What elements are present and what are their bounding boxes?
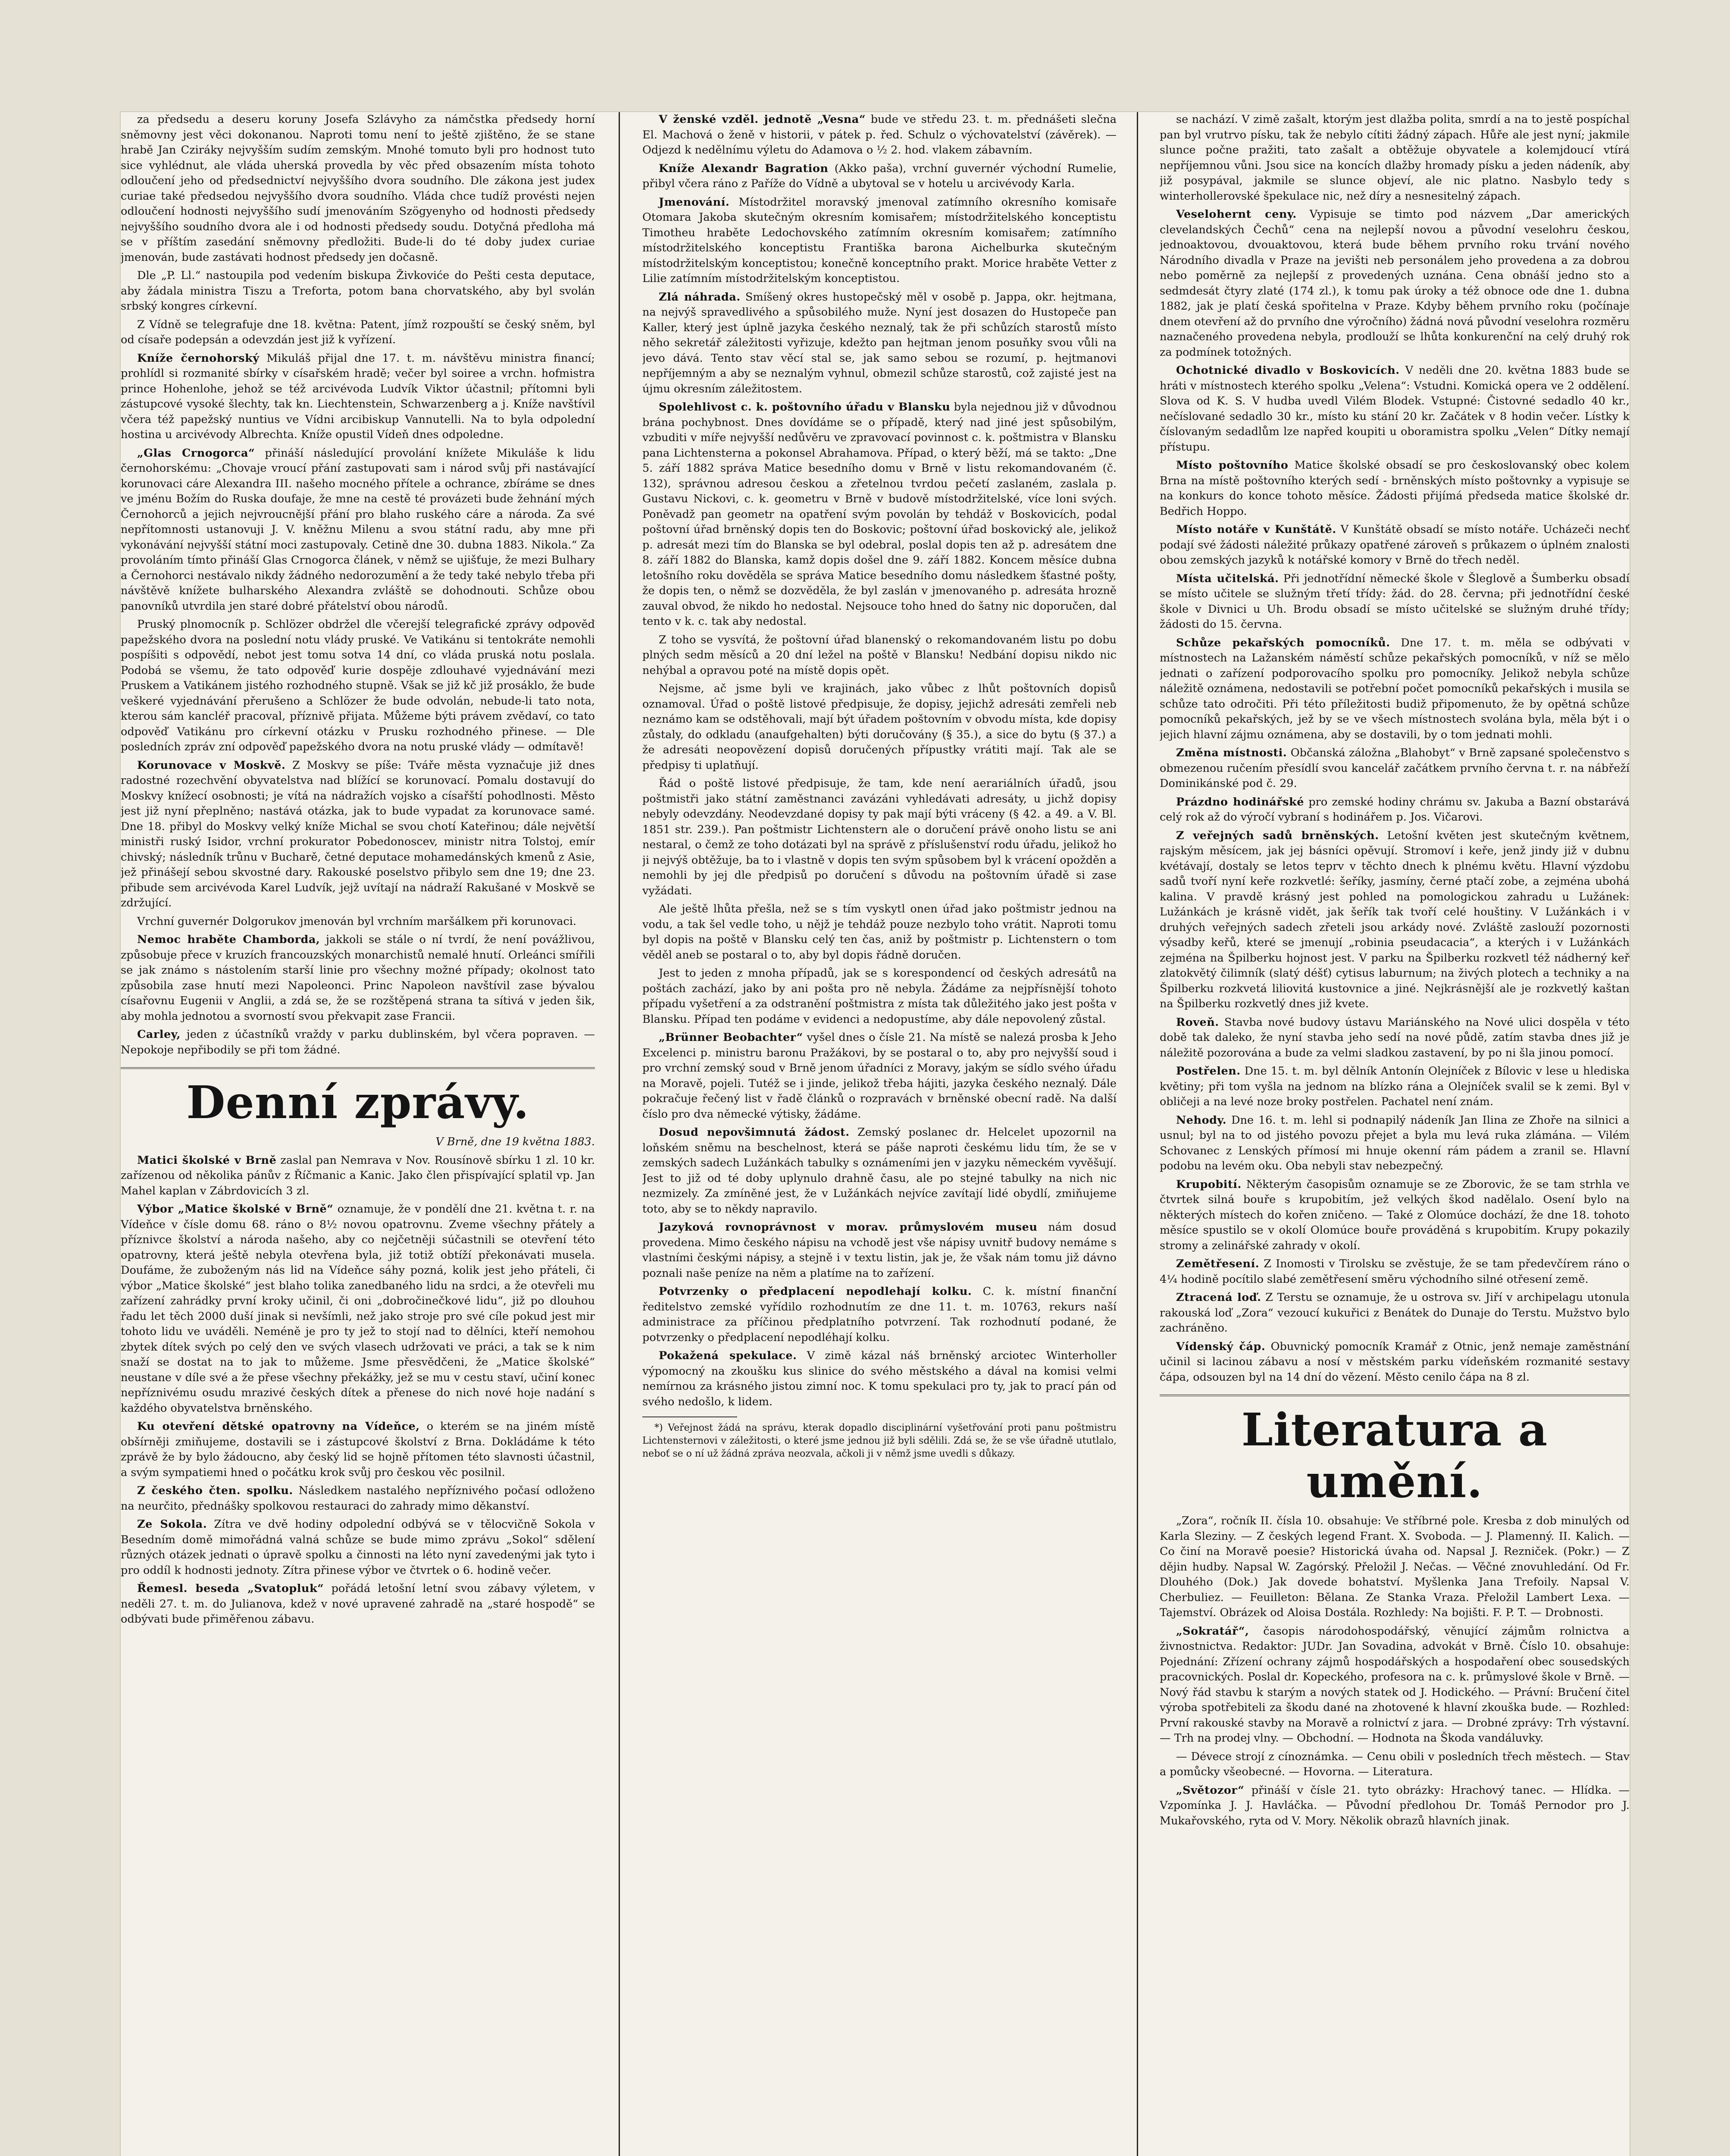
article-text: Ale ještě lhůta přešla, než se s tím vyskytl onen úřad jako poštmistr jednou na vodu, a tak šel vedle toho, u nějž je tehdáž pouze nezbylo toho vrátit. Naproti tomu byl dopis na poště v Blansku celý ten čas, aniž by poštmistr p. Lichtenstern o tom věděl aneb se postaral o to, aby byl dopis řádně doručen. [642, 903, 1117, 962]
article-paragraph [642, 776, 1117, 899]
article-heading: Jazyková rovnoprávnost v morav. průmyslovém museu [659, 1221, 1038, 1234]
article-paragraph [642, 1220, 1117, 1281]
article-heading: Veselohernt ceny. [1176, 208, 1297, 221]
article-paragraph [121, 1202, 595, 1416]
article-heading: „Sokratář“, [1176, 1624, 1249, 1638]
article-heading: Řemesl. beseda „Svatopluk“ [137, 1582, 324, 1595]
article-heading: Matici školské v Brně [137, 1153, 277, 1167]
article-heading: Krupobití. [1176, 1178, 1242, 1191]
article-text: Vrchní guvernér Dolgorukov jmenován byl vrchním maršálkem při korunovaci. [137, 915, 577, 928]
article-paragraph [1160, 1113, 1630, 1174]
article-heading: Kníže Alexandr Bagration [659, 162, 829, 175]
article-text: vyšel dnes o čísle 21. Na místě se nalezá prosba k Jeho Excelenci p. ministru baronu Pražákovi, by se postaral o to, aby pro nejvyšší soud i pro vrchní zemský soud v Brně jenom úřadníci z Moravy, jakým se sídlo svého úřadu na Moravě, pojeli. Tutéž se i jinde, jelikož třeba hájiti, jazyka českého neznalý. Dále pokračuje řečený list v řadě článků o rozpravách v brněnské obecní radě. Na další číslo pro dva německé výtisky, žádáme. [642, 1031, 1117, 1121]
article-paragraph [121, 1153, 595, 1199]
article-text: o kterém se na jiném místě obšírněji zmiňujeme, dostavili se i zástupcové školství z Brna. Dokládáme k této zprávě že by bylo žádoucno, aby český lid se hojně přítomen této slavnosti účastnil, a svým sympatiemi hned o počátku krok svůj pro českou věc posilnil. [121, 1420, 595, 1479]
article-paragraph [121, 932, 595, 1024]
column-1 [121, 112, 595, 2156]
column-3-articles [1160, 112, 1630, 1385]
article-heading: Kníže černohorský [137, 351, 260, 365]
article-heading: Dosud nepovšimnutá žádost. [659, 1126, 850, 1139]
article-paragraph [1160, 636, 1630, 743]
article-text: Matice školské obsadí se pro českoslovanský obec kolem Brna na místě poštovního kterých sedí - brněnských místo poštovnky a vypisuje se na konkurs do konce tohoto měsíce. Žádosti přijímá předseda matice školské dr. Bedřich Hoppo. [1160, 459, 1630, 518]
article-paragraph [1160, 1339, 1630, 1385]
article-heading: Jmenování. [659, 195, 730, 209]
article-paragraph [1160, 363, 1630, 455]
article-heading: „Brünner Beobachter“ [659, 1031, 803, 1044]
article-text: Smíšený okres hustopečský měl v osobě p. Jappa, okr. hejtmana, na nejvýš spravedlivého a spůsobilého muže. Nyní jest dosazen do Hustopeče pan Kaller, který jest úplně jazyka českého neznalý, tak že při schůzích starostů místo něho sekretář záležitosti vyřizuje, kdežto pan hejtman jenom posuňky svou vůli na jevo dává. Tento stav věcí stal se, jak samo sebou se rozumí, p. hejtmanovi nepříjemným a aby se neznalým vyhnul, obmezil schůze starostů, což zajisté jest na újmu okresním záležitostem. [642, 290, 1117, 395]
article-text: Dne 17. t. m. měla se odbývati v místnostech na Lažanském náměstí schůze pekařských pomocníků, v níž se mělo jednati o zařízení podporovacího spolku pro pomocníky. Jelikož nebyla schůze náležitě oznámena, nedostavili se potřební počet pomocníků pekařských i musila se schůze tato odročiti. Při této příležitosti budiž připomenuto, že by opětná schůze pomocníků pekařských, jež by se ve všech místnostech svolána byla, měla být i o jejich hlavní zájmu oznámena, aby se dostavili, by o tom jednati mohli. [1160, 636, 1630, 741]
article-paragraph [121, 351, 595, 443]
article-text: za předsedu a deseru koruny Josefa Szlávyho za námčstka předsedy horní sněmovny jest věci dokonanou. Naproti tomu není to ještě zjištěno, že se stane hrabě Jan Cziráky nejvyšším sudím zemským. Mnohé tomuto byli pro hodnost tuto sice vyhlédnut, ale vláda uherská provedla by věc před obsazením místa tohoto odloučení jeho od předsednictví nejvyššího dvora soudního. Dle zákona jest judex curiae také předsedou nejvyššího dvora soudního. Vláda chce tudíž provésti nejen odloučení hodnosti nejvyššího sudí jmenováním Szögyenyho od hodnosti předsedy nejvyššího soudního dvora ale i od hodnosti předsedy soudu. Dotyčná předloha má se v příštím zasedání sněmovny předložiti. Bude-li do té doby judex curiae jmenován, bude zastávati hodnost předsedy jen dočasně. [121, 113, 595, 264]
article-heading: Schůze pekařských pomocníků. [1176, 636, 1390, 649]
article-paragraph [642, 1348, 1117, 1410]
article-heading: Carley, [137, 1028, 181, 1041]
column-divider [619, 112, 620, 2156]
article-paragraph [1160, 1015, 1630, 1061]
column-2 [642, 112, 1117, 2156]
article-paragraph [121, 914, 595, 930]
article-text: Z Terstu se oznamuje, že u ostrova sv. Jiří v archipelagu utonula rakouská loď „Zora“ vezoucí kukuřici z Benátek do Dunaje do Terstu. Mužstvo bylo zachráněno. [1160, 1291, 1630, 1335]
article-heading: Zlá náhrada. [659, 290, 741, 304]
article-heading: Pokažená spekulace. [659, 1349, 797, 1362]
article-text: „Zora“, ročník II. čísla 10. obsahuje: Ve stříbrné pole. Kresba z dob minulých od Karla Sleziny. — Z českých legend Frant. X. Svoboda. — J. Plamenný. II. Kalich. — Co činí na Moravě poesie? Historická úvaha od. Napsal J. Rezniček. (Pokr.) — Z dějin hudby. Napsal W. Zagórský. Přeložil J. Nečas. — Věčné znovuhledání. Od Fr. Dlouhého (Dok.) Jak dovede bohatství. Myšlenka Jana Trefoily. Napsal V. Cherbuliez. — Feuilleton: Bělana. Ze Stanka Vraza. Přeložil Lambert Lexa. — Tajemství. Obrázek od Aloisa Dostála. Rozhledy: Na bojišti. F. P. T. — Drobnosti. [1160, 1514, 1630, 1619]
article-text: Následkem nastalého nepříznivého počasí odloženo na neurčito, přednášky spolkovou restauraci do zahrady mimo děkanství. [121, 1484, 595, 1513]
article-text: Pruský plnomocník p. Schlözer obdržel dle včerejší telegrafické zprávy odpověď papežského dvora na poslední notu vlády pruské. Ve Vatikánu si tentokráte nemohli pospíšiti s odpovědí, nebot jest tomu sotva 14 dní, co vláda pruská notu poslala. Podobá se všemu, že tato odpověď kurie dospěje zdlouhavé vyjednávání mezi Pruskem a Vatikánem jistého rozhodného stupně. Však se již kč již prosáklo, že bude veškeré vyjednávání přerušeno a Schlözer že bude odvolán, nebude-li tato nota, kterou sám kancléř pracoval, příznivě přijata. Můžeme býti právem zvědaví, co tato odpověď Vatikánu pro církevní otázku v Prusku rozhodného přinese. — Dle posledních zpráv zní odpověď papežského dvora na notu pruské vlády — odmítavě! [121, 618, 595, 753]
article-text: Dne 16. t. m. lehl si podnapilý nádeník Jan Ilina ze Zhoře na silnici a usnul; byl na to od jistého povozu přejet a byla mu levá ruka zlámána. — Vilém Schovanec z Lenských přímosí mi hnuje okenní rám pádem a zranil se. Hlavní podobu na levém oku. Oba nebyli stav nebezpečný. [1160, 1113, 1630, 1172]
news-section-title: Denní zprávy. [121, 1067, 595, 1128]
article-paragraph [1160, 112, 1630, 204]
column-1-articles [121, 112, 595, 1058]
article-text: (Akko paša), vrchní guvernér východní Rumelie, přibyl včera ráno z Paříže do Vídně a ubytoval se v hotelu u arcivévody Karla. [642, 162, 1117, 190]
article-paragraph [1160, 207, 1630, 360]
literature-section-title: Literatura a umění. [1160, 1395, 1630, 1507]
article-paragraph [642, 1030, 1117, 1122]
article-heading: Ochotnické divadlo v Boskovicích. [1176, 364, 1400, 377]
article-paragraph [1160, 522, 1630, 568]
article-paragraph [1160, 458, 1630, 519]
article-heading: V ženské vzděl. jednotě „Vesna“ [659, 113, 866, 126]
article-paragraph [121, 1027, 595, 1058]
column-3 [1160, 112, 1630, 2156]
article-paragraph [121, 1581, 595, 1627]
article-text: Z Moskvy se píše: Tváře města vyznačuje již dnes radostné rozechvění obyvatelstva nad blížící se korunovací. Pomalu dostavují do Moskvy knížecí osobnosti; je vítá na nádražích vojsko a císařští pohodlnosti. Město jest již nyní přeplněno; nastává otázka, jak to bude vypadat za korunovace samé. Dne 18. přibyl do Moskvy velký kníže Michal se svou chotí Kateřinou; dále největší ministři ruský Isidor, vrchní prokurator Pobedonoscev, ministr nitra Tolstoj, emír chivský; následník trůnu v Bucharě, četné deputace mohamedánských kmenů z Asie, jež přinášejí sebou skvostné dary. Rakouské poselstvo přibylo sem dne 19; dne 23. přibude sem arcivévoda Karel Ludvík, jejž uvítají na nádraží Rakušané v Moskvě se zdržující. [121, 758, 595, 909]
article-paragraph [642, 400, 1117, 630]
article-heading: Ze Sokola. [137, 1518, 207, 1531]
article-text: nám dosud provedena. Mimo českého nápisu na vchodě jest vše nápisy uvnitř budovy nemáme s vlastními českými nápisy, a stejně i v textu listin, jak je, že však nám tomu již dávno poznali naše peníze na něm a platíme na to zařízení. [642, 1221, 1117, 1280]
article-text: Místodržitel moravský jmenoval zatímního okresního komisaře Otomara Jakoba skutečným okresním komisařem; místodržitelského konceptistu Timotheu hraběte Ledochovského zatímním okresním komisařem; zatímního místodržitelského konceptistu Františka barona Aichelburka skutečným místodržitelským konceptistou; konečně konceptního prakt. Morice hraběte Vetter z Lilie zatímním místodržitelským konceptistou. [642, 195, 1117, 285]
article-paragraph [121, 1419, 595, 1480]
article-text: Z Inomosti v Tirolsku se zvěstuje, že se tam předevčírem ráno o 4¼ hodině pocítilo slabé zemětřesení směru východního silné otřesení země. [1160, 1257, 1630, 1286]
article-text: Dne 15. t. m. byl dělník Antonín Olejníček z Bílovic v lese u hlediska květiny; při tom vyšla na jednom na blízko rána a Olejníček svalil se k zemi. Byl v obličeji a na levé noze broky postřelen. Pachatel není znám. [1160, 1065, 1630, 1108]
article-heading: Místo poštovního [1176, 459, 1289, 472]
article-text: Jest to jeden z mnoha případů, jak se s korespondencí od českých adresátů na poštách zachází, jako by ani pošta pro ně nebyla. Žádáme za nejpřísnější tohoto případu vyšetření a za odstranění poštmistra z místa tak důležitého jako jest pošta v Blansku. Případ ten podáme v evidenci a nedopustíme, aby dále nepovolený zůstal. [642, 967, 1117, 1026]
article-paragraph [642, 902, 1117, 963]
article-heading: Zemětřesení. [1176, 1257, 1260, 1270]
news-articles [121, 1153, 595, 1627]
article-heading: Korunovace v Moskvě. [137, 758, 286, 772]
article-text: Nejsme, ač jsme byli ve krajinách, jako vůbec z lhůt poštovních dopisů oznamoval. Úřad o poště listové předpisuje, že dopisy, jejichž adresáti zemřeli neb neznámo kam se odstěhovali, mají být úřadem poštovním v obvodu místa, kde dopisy zůstaly, do odkladu (anaufgehalten) býti doručovány (§ 35.), a sice do bytu (§ 37.) a že adresáti neopovězení dopisů doručených přípustky vrátiti mají. Tak ale se předpisy ti uplatňují. [642, 682, 1117, 772]
article-paragraph [121, 758, 595, 911]
article-paragraph [642, 112, 1117, 158]
article-heading: Vídenský čáp. [1176, 1340, 1266, 1353]
article-heading: Roveň. [1176, 1015, 1219, 1029]
article-text: Při jednotřídní německé škole v Šleglově a Šumberku obsadí se místo učitele se služným třetí třídy: žád. do 28. června; při jednotřídní české škole v Divnici u Uh. Brodu obsadí se místo učitelské se služným druhé třídy; žádosti do 15. června. [1160, 572, 1630, 631]
article-heading: Změna místnosti. [1176, 746, 1287, 759]
article-heading: „Světozor“ [1176, 1783, 1245, 1797]
article-paragraph [1160, 795, 1630, 825]
article-paragraph [121, 112, 595, 265]
article-paragraph [121, 446, 595, 614]
article-text: Dle „P. Ll.“ nastoupila pod vedením biskupa Živkoviće do Pešti cesta deputace, aby žádala ministra Tiszu a Treforta, potom bana chorvatského, aby byl svolán srbský kongres církevní. [121, 269, 595, 313]
article-text: — Dévece strojí z cínoznámka. — Cenu obili v posledních třech městech. — Stav a pomůcky všeobecné. — Hovorna. — Literatura. [1160, 1750, 1630, 1778]
article-paragraph [1160, 828, 1630, 1012]
article-paragraph [1160, 1783, 1630, 1829]
article-text: časopis národohospodářský, věnující zájmům rolnictva a živnostnictva. Redaktor: JUDr. Jan Sovadina, advokát v Brně. Číslo 10. obsahuje: Pojednání: Zřízení ochrany zájmů hospodářských a hospodaření obec sousedských pracovnických. Poslal dr. Kopeckého, profesora na c. k. průmyslové škole v Brně. — Nový řád stavbu k starým a nových statek od J. Hodického. — Právní: Bručení čitel výroba spotřebiteli za škodu dané na zhotovené k hlavní zkouška bude. — Rozhled: První rakouské stavby na Moravě a rolnictví z jara. — Drobné zprávy: Trh výstavní. — Trh na prodej vlny. — Obchodní. — Hodnota na Škoda vandáluvky. [1160, 1624, 1630, 1745]
article-paragraph [121, 1517, 595, 1578]
article-text: V neděli dne 20. května 1883 bude se hráti v místnostech kterého spolku „Velena“: Vstudni. Komická opera ve 2 oddělení. Slova od K. S. V hudba uvedl Vilém Blodek. Vstupné: Čistovné sedadlo 40 kr., nečíslované sedadlo 30 kr., místo ku stání 20 kr. Začátek v 8 hodin večer. Lístky k číslovaným sedadlům lze napřed koupiti u oboramistra spolku „Velen“ Dítky nemají přístupu. [1160, 364, 1630, 454]
article-heading: Místo notáře v Kunštátě. [1176, 523, 1336, 536]
article-paragraph [642, 1284, 1117, 1345]
column-2-articles [642, 112, 1117, 1410]
article-text: Řád o poště listové předpisuje, že tam, kde není aerariálních úřadů, jsou poštmistři jako státní zaměstnanci zavázáni vyhledávati adresáty, u jichž dopisy nebyly odevzdány. Neodevzdané dopisy ty pak mají býti vráceny (§ 42. a 49. a V. Bl. 1851 str. 239.). Pan poštmistr Lichtenstern ale o doručení právě onoho listu se ani nestaral, o čemž ze toho dotázati byl na správě z příslušenství rodu úřadu, jelikož ho ji nejvýš obtěžuje, ba to i vlastně v dopis ten svým spůsobem byl k vrácení opožděn a nemohli by jej dle předpisů po doručení s důvodu na poštovním úřadě si zase vyžádati. [642, 777, 1117, 897]
article-text: zaslal pan Nemrava v Nov. Rousínově sbírku 1 zl. 10 kr. zařízenou od několika pánův z Říčmanic a Kanic. Jako člen přispívající splatil vp. Jan Mahel kaplan v Zábrdovicích 3 zl. [121, 1153, 595, 1197]
literature-articles [1160, 1514, 1630, 1829]
article-heading: Potvrzenky o předplacení nepodlehají kolku. [659, 1285, 972, 1298]
article-paragraph [1160, 571, 1630, 633]
article-text: Zítra ve dvě hodiny odpolední odbývá se v tělocvičně Sokola v Besedním domě mimořádná valná schůze se bude mimo zprávu „Sokol“ sdělení různých otázek jednati o úpravě spolku a činnosti na léto nyní zavedenými jak tyto i pro oddíl k hodnosti jednoty. Zítra přinese výbor ve čtvrtek o 6. hodině večer. [121, 1518, 595, 1577]
article-paragraph [642, 195, 1117, 287]
article-heading: Ku otevření dětské opatrovny na Vídeňce, [137, 1420, 420, 1433]
newspaper-page [121, 112, 1630, 2156]
article-text: C. k. místní finanční ředitelstvo zemské vyřídilo rozhodnutím ze dne 11. t. m. 10763, rekurs naší administrace za příčinou předplatního potvrzení. Tak rozhodnutí podané, že potvrzenky o předplacení nepodléhají kolku. [642, 1285, 1117, 1344]
article-heading: Z českého čten. spolku. [137, 1484, 293, 1497]
article-paragraph [642, 161, 1117, 192]
article-heading: Z veřejných sadů brněnských. [1176, 829, 1379, 842]
article-paragraph [1160, 1514, 1630, 1621]
article-text: Zemský poslanec dr. Helcelet upozornil na loňském sněmu na beschelnost, která se páše naproti českému lidu tím, že se v zemských sadech Lužánkách tabulky s oznámeními jen v jazyku německém vyvěšují. Jest to již od té doby uplynulo drahně času, ale po stejné tabulky na nich nic nezmizely. Za zmíněné jest, že v Lužánkách nejvíce zavítají lidé obydlí, zmiňujeme toto, aby se to někdy napravilo. [642, 1126, 1117, 1216]
article-heading: Místa učitelská. [1176, 572, 1279, 585]
news-dateline: V Brně, dne 19 května 1883. [435, 1135, 595, 1148]
article-heading: Výbor „Matice školské v Brně“ [137, 1203, 334, 1216]
article-text: pro zemské hodiny chrámu sv. Jakuba a Bazní obstarává celý rok až do výročí vybraní s hodinářem p. Jos. Vičarovi. [1160, 795, 1630, 824]
column-divider [1137, 112, 1138, 2156]
article-text: V zimě kázal náš brněnský arciotec Winterholler výpomocný na zkoušku kus slinice do svého městského a dával na komisi velmi nemírnou za krásného jistou zimní noc. K tomu spekulaci pro ty, jak to prací pán od svého nedošlo, k lidem. [642, 1349, 1117, 1408]
footnote: *) Veřejnost žádá na správu, kterak dopadlo disciplinární vyšetřování proti panu poštmistru Lichtensternovi v záležitosti, o které jsme jednou již byli sdělili. Zdá se, že se vše úřadně ututlalo, neboť se o ní už žádná zpráva neozvala, ačkoli ji v němž jsme uvedli s důkazy. [642, 1423, 1117, 1459]
article-text: přináší následující provolání knížete Mikuláše k lidu černohorskému: „Chovaje vroucí přání zastupovati sam i národ svůj při nastávající korunovaci cáre Alexandra III. našeho mocného přítele a ochrance, zbíráme se dnes ve jménu Božím do Ruska doufaje, že mne na cestě té provázeti bude žehnání mých Černohorců a jejich nejvroucnější přání pro blaho ruského cáre a národa. Za své nepřítomnosti ustanovuji J. V. kněžnu Milenu a svou státní radu, aby mne při vykonávání nejvyšší státní moci zastupovaly. Cetině dne 30. dubna 1883. Nikola.“ Za provoláním tímto přináší Glas Crnogorca článek, v němž se ujišťuje, že mezi Bulhary a Černohorci nestávalo nikdy žádného nedorozumění a že tedy také nebylo třeba při návštěvě knížete bulharského Alexandra zvláště se dohodnouti. Schůze obou panovníků utvrdila jen staré dobré přátelství obou národů. [121, 446, 595, 613]
article-text: Mikuláš přijal dne 17. t. m. návštěvu ministra financí; prohlídl si rozmanité sbírky v císařském hradě; večer byl soiree a vrchn. hofmistra prince Hohenlohe, jehož se též arcivévoda Ludvík Viktor účastnil; přítomni byli zástupcové vysoké šlechty, tak kn. Liechtenstein, Schwarzenberg a j. Kníže navštívil včera též papežský nuntius ve Vídni arcibiskup Vannutelli. Na to byla odpolední hostina u arcivévody Albrechta. Kníže opustil Vídeň dnes odpoledne. [121, 351, 595, 441]
article-paragraph [121, 317, 595, 348]
article-paragraph [1160, 1177, 1630, 1254]
article-paragraph [642, 1125, 1117, 1217]
article-text: Vypisuje se timto pod názvem „Dar amerických clevelandských Čechů“ cena na nejlepší novou a původní veselohru českou, jednoaktovou, dvouaktovou, která bude během prvního roku trvání nového Národního divadla v Praze na jevišti neb personálem jeho provedena a za dobrou nebo poměrně za nejlepší z provedených uznána. Cena obnáší jedno sto a sedmdesát čtyry zlaté (174 zl.), k tomu pak úroky a též obnoce ode dne 1. dubna 1882, jak je platí česká spořitelna v Praze. Kdyby během prvního roku (počínaje dnem otevření až do prvního dne výročního) žádná nová původní veselohra rozměru naznačeného provedena nebyla, prodlouží se lhůta konkurenční na celý druhý rok za podmínek totožných. [1160, 208, 1630, 359]
article-paragraph [121, 617, 595, 755]
article-text: bude ve středu 23. t. m. přednášeti slečna El. Machová o ženě v historii, v pátek p. řed. Schulz o výchovatelství (závěrek). — Odjezd k nedělnímu výletu do Adamova o ½ 2. hod. vlakem zábavním. [642, 113, 1117, 157]
article-heading: Nehody. [1176, 1113, 1227, 1127]
article-heading: Ztracená loď. [1176, 1291, 1261, 1304]
article-text: se nachází. V zimě zašalt, ktorým jest dlažba polita, smrdí a na to jestě pospíchal pan byl vrutrvo písku, tak že nebylo cítiti žádný zápach. Hůře ale jest nyní; jakmile slunce počne pražiti, tato zašalt a obtěžuje obyvatele a kolemjdoucí vtírá nepříjemnou vůni. Jsou sice na koncích dlažby hromady písku a jeden nádeník, aby již posypával, jakmile se slunce objeví, ale nic platno. Nasbylo tedy s winterhollerovské špekulace nic, než díry a nesnesitelný zápach. [1160, 113, 1630, 203]
article-text: byla nejednou již v důvodnou brána pochybnost. Dnes dovídáme se o případě, který nad jiné jest spůsobilým, vzbuditi v míře nejvyšší nedůvěru ve zpravovací povinnost c. k. poštmistra v Blansku pana Lichtensterna a pokonsel Abrahamova. Případ, o který běží, má se takto: „Dne 5. září 1882 správa Matice besedního domu v Brně v listu rekomandovaném (č. 132), správnou adresou českou a zřetelnou tvrdou pečetí zaslaném, zaslala p. Gustavu Nickovi, c. k. geometru v Brně v budově místodržitelské, více loni svých. Poněvadž pan geometr na opatření svým povolán by tehdáž v Boskovicích, podal poštovní úřad brněnský dopis ten do Boskovic; poštovní úřad boskovický ale, jelikož p. adresát mezi tím do Blanska se byl odebral, poslal dopis ten až p. adresátem dne 8. září 1882 do Blanska, kamž dopis došel dne 9. září 1882. Koncem měsíce dubna letošního roku dověděla se správa Matice besedního domu následkem šťastné pošty, že dopis ten, o němž se dozvěděla, že byl zaslán v jmenovaného p. adresáta hrozně zauval obvod, že nikdo ho nedostal. Nejsouce toho hned do šatny nic doporučen, dal tento v k. c. tak aby nedostal. [642, 401, 1117, 628]
article-paragraph [642, 290, 1117, 397]
article-paragraph [642, 633, 1117, 679]
article-text: Z Vídně se telegrafuje dne 18. května: Patent, jímž rozpouští se český sněm, byl od císaře podepsán a odevzdán jest již k vyřízení. [121, 318, 595, 346]
article-text: pořádá letošní letní svou zábavy výletem, v neděli 27. t. m. do Julianova, kdež v nové upravené zahradě na „staré hospodě“ se odbývati bude přiměřenou zábavu. [121, 1582, 595, 1626]
article-paragraph [1160, 1290, 1630, 1336]
article-paragraph [121, 1483, 595, 1514]
article-text: Z toho se vysvítá, že poštovní úřad blanenský o rekomandovaném listu po dobu plných sedm měsíců a 20 dní ležel na poště v Blansku! Nedbání dopisu nikdo nic nehýbal a opravou poté na místě dopis opět. [642, 633, 1117, 677]
article-paragraph [121, 268, 595, 314]
article-text: jakkoli se stále o ní tvrdí, že není povážlivou, způsobuje přece v kruzích francouzských monarchistů nemalé hnutí. Orleánci smířili se jak známo s nástolením starší linie pro všechny možné případy; okolnost tato způsobila zase hnutí mezi Napoleonci. Princ Napoleon navštívil zase bývalou císařovnu Eugenii v Anglii, a zdá se, že se rozštěpená strana ta sítivá v jeden šik, aby mohla jednotou a svorností svou překvapit zase Francii. [121, 933, 595, 1023]
article-paragraph [1160, 746, 1630, 792]
article-text: V Kunštátě obsadí se místo notáře. Ucházeči nechť podají své žádosti náležité průkazy opatřené zároveň s průkazem o úplném znalosti obou zemských jazyků k notářské komory v Brně do třech neděl. [1160, 523, 1630, 567]
article-paragraph [642, 681, 1117, 773]
article-text: Obuvnický pomocník Kramář z Otnic, jenž nemaje zaměstnání učinil si lacinou zábavu a nosí v městském parku vídeňském rozmanité sestavy čápa, odsouzen byl na 14 dní do vězení. Město cenilo čápa na 8 zl. [1160, 1340, 1630, 1384]
article-text: oznamuje, že v pondělí dne 21. května t. r. na Vídeňce v čísle domu 68. ráno o 8½ novou opatrovnu. Zveme všechny přátely a příznivce školství a národa našeho, aby co nejčetněji súčastnili se otevření této opatrovny, která ještě nebyla otevřena byla, již totiž obtíží překonávati musela. Doufáme, že zuboženým nás lid na Vídeňce sáhy pozná, kolik jest jeho přáteli, či výbor „Matice školské“ jest blaho tolika zanedbaného lidu na srdci, a že otevřeli mu zařízení zahrádky první kroky učinil, či oni „dobročinečkové lidu“, již po dlouhou řadu let těch 2000 duší jinak si nevšímli, než jako stroje pro své cíle pokud jest mir tohoto lidu ve uváděli. Neméně je pro ty jež to stojí nad to dělníci, kteří nemohou zbytek dítek svých po celý den ve svých vlasech udržovati ve práci, a tak se k nim snaží se dostat na to jak to můžeme. Jsme přesvědčeni, že „Matice školské“ neustane v díle své a že přese všechny překážky, jež se mu v cestu staví, učiní konec nepříznivému osudu mrazivé českých dítek a přenese do nich nové hoje nadání s každého obyvatelstva brněnského. [121, 1203, 595, 1415]
article-heading: Spolehlivost c. k. poštovního úřadu v Blansku [659, 401, 951, 414]
article-paragraph [1160, 1749, 1630, 1780]
article-text: Občanská záložna „Blahobyt“ v Brně zapsané společenstvo s obmezenou ručením přesídlí svou kancelář začátkem prvního června t. r. na nábřeží Dominikánské pod č. 29. [1160, 746, 1630, 790]
article-paragraph [642, 966, 1117, 1027]
article-paragraph [1160, 1064, 1630, 1110]
article-heading: „Glas Crnogorca“ [137, 446, 255, 460]
article-heading: Nemoc hraběte Chamborda, [137, 933, 320, 946]
article-text: jeden z účastníků vraždy v parku dublinském, byl včera popraven. — Nepokoje nepřibodily se při tom žádné. [121, 1028, 595, 1056]
article-text: Letošní květen jest skutečným květnem, rajským měsícem, jak jej básníci opěvují. Stromoví i keře, jenž jindy již v dubnu kvétávají, dostaly se letos teprv v těchto dnech k plnému květu. Hlavní výzdobu sadů tvoří nyní keře rozkvetlé: šeříky, jasmíny, černé ptačí zobe, a zejména ubohá kalina. V pravdě krásný jest pohled na pomologickou zahradu u Lužánek: Lužánkách je krásně vidět, jak šeřík tak tvoří celé houštiny. V Lužánkách i v druhých veřejných sadech zřeteli jsou arkády nové. Zvláště zaslouží pozornosti výsadby keřů, které se jmenují „robinia pseudacacia“, a kterých i v Lužánkách zejména na Špilberku hojnost jest. V parku na Špilberku rozkvetl též nádherný keř zlatokvětý čilimník (slatý déšť) cytisus laburnum; na živých plotech a techniky a na Špilberku rozkvetá liliovitá kustovnice a jiné. Nejkrásnější ale je rozkvetlý kaštan na Špilberku rozkvetlý dnes již kvete. [1160, 829, 1630, 1010]
article-heading: Postřelen. [1176, 1065, 1241, 1078]
article-paragraph [1160, 1624, 1630, 1746]
article-text: Některým časopisům oznamuje se ze Zborovic, že se tam strhla ve čtvrtek silná bouře s krupobitím, jež velkých škod nadělalo. Osení bylo na některých místech do kořen zničeno. — Také z Olomúce dochází, že dne 18. tohoto měsíce spustilo se v okolí Olomúce bouře prováděná s krupobitím. Krupy pokazily stromy a zelinářské zahrady v okolí. [1160, 1178, 1630, 1252]
article-text: Stavba nové budovy ústavu Mariánského na Nové ulici dospěla v této době tak daleko, že nyní stavba jeho sedí na nové půdě, zatím stavba dnes již je náležitě pozorována a bude za velmi sladkou zastavení, by po ni šla jinou pomocí. [1160, 1015, 1630, 1059]
footnote-divider [642, 1416, 737, 1417]
article-text: přináší v čísle 21. tyto obrázky: Hrachový tanec. — Hlídka. — Vzpomínka J. J. Havláčka. — Původní předlohou Dr. Tomáš Pernodor pro J. Mukařovského, ryta od V. Mory. Několik obrazů hlavních jinak. [1160, 1783, 1630, 1827]
article-paragraph [1160, 1257, 1630, 1287]
article-heading: Prázdno hodinářské [1176, 795, 1304, 808]
